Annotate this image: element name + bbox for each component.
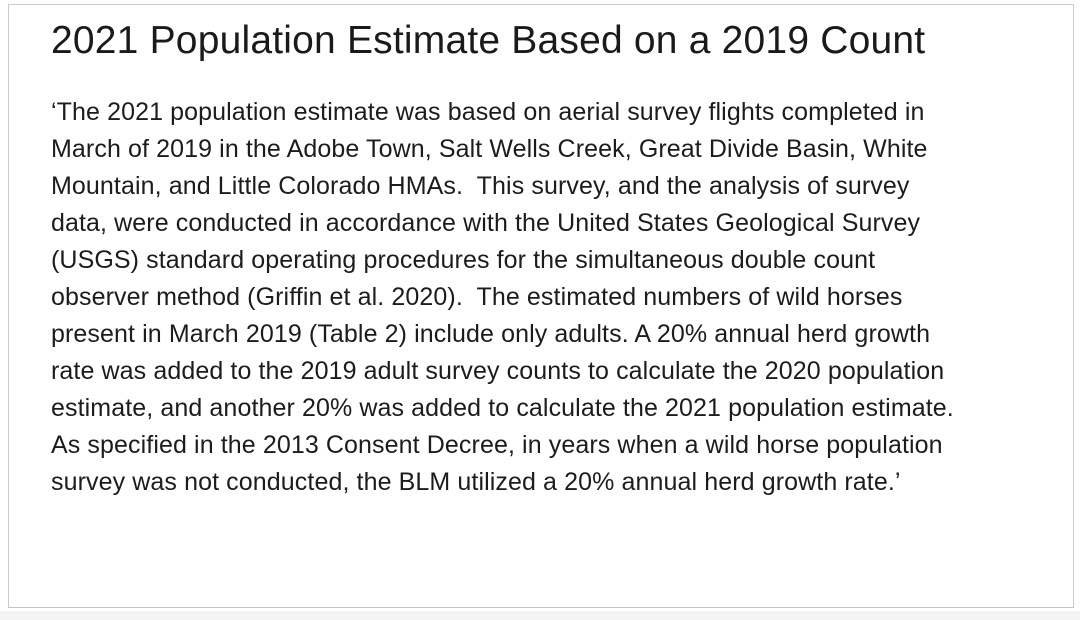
paragraph-line: estimate, and another 20% was added to calculate the 2021 population estimate. — [51, 394, 954, 422]
body-paragraph — [51, 94, 1073, 501]
paragraph-line: survey was not conducted, the BLM utilized a 20% annual herd growth rate.’ — [51, 468, 901, 496]
paragraph-line: Mountain, and Little Colorado HMAs. This survey, and the analysis of survey — [51, 172, 910, 200]
paragraph-line: present in March 2019 (Table 2) include only adults. A 20% annual herd growth — [51, 320, 931, 348]
paragraph-line: ‘The 2021 population estimate was based on aerial survey flights completed in — [51, 98, 925, 126]
content-card — [8, 4, 1074, 608]
paragraph-line: (USGS) standard operating procedures for the simultaneous double count — [51, 246, 876, 274]
paragraph-line: observer method (Griffin et al. 2020). The estimated numbers of wild horses — [51, 283, 903, 311]
paragraph-line: rate was added to the 2019 adult survey counts to calculate the 2020 population — [51, 357, 945, 385]
bottom-strip — [0, 611, 1080, 620]
paragraph-line: March of 2019 in the Adobe Town, Salt Wells Creek, Great Divide Basin, White — [51, 135, 928, 163]
paragraph-line: As specified in the 2013 Consent Decree, in years when a wild horse population — [51, 431, 943, 459]
page-title: 2021 Population Estimate Based on a 2019 Count — [51, 19, 926, 62]
paragraph-line: data, were conducted in accordance with the United States Geological Survey — [51, 209, 921, 237]
